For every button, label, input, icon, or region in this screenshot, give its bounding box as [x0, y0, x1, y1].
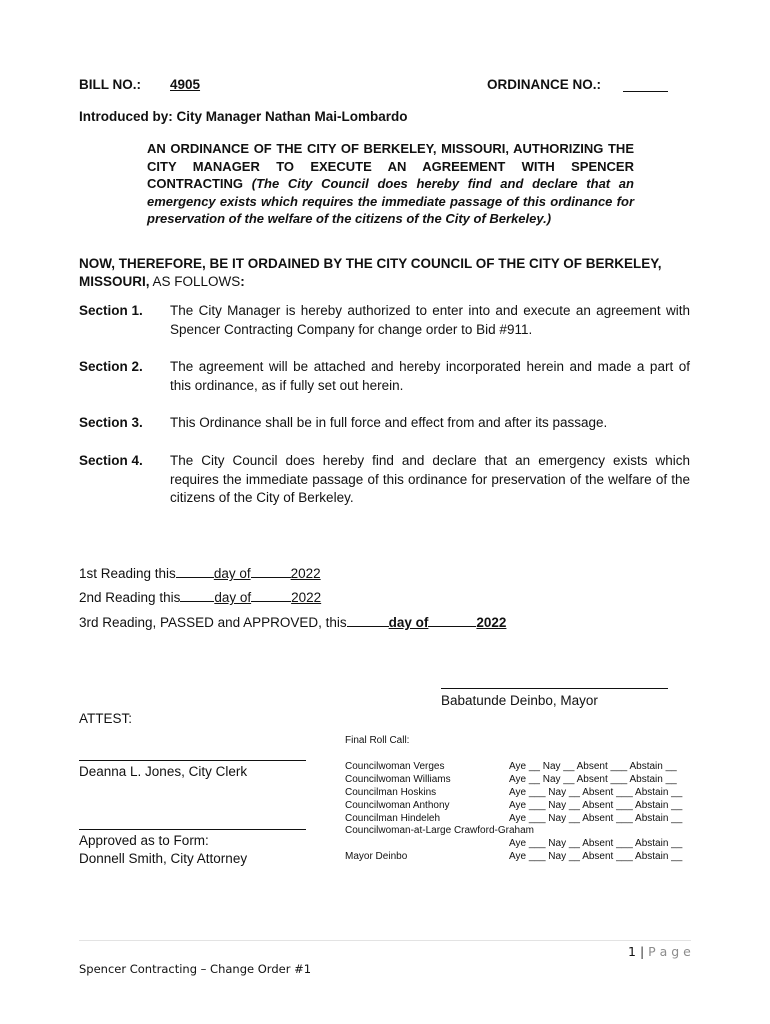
roll-call-member-vote: Aye ___ Nay __ Absent ___ Abstain __ [509, 838, 683, 849]
attest-label: ATTEST: [79, 711, 133, 726]
preamble-bold: NOW, THEREFORE, BE IT ORDAINED BY THE CITY COUNCIL OF THE CITY OF BERKELEY, MISSOURI, [79, 256, 662, 289]
roll-call-member-name: Councilwoman Williams [345, 774, 451, 785]
approved-as-to-form: Approved as to Form: [79, 833, 209, 848]
attorney-name: Donnell Smith, City Attorney [79, 851, 248, 866]
mayor-name: Babatunde Deinbo, Mayor [441, 693, 598, 708]
bill-number: 4905 [170, 77, 201, 92]
section-1-label: Section 1. [79, 303, 143, 318]
roll-call-member-vote: Aye ___ Nay __ Absent ___ Abstain __ [509, 813, 683, 824]
footer-divider [79, 940, 691, 941]
page-number: 1 [628, 944, 636, 959]
document-label: Spencer Contracting – Change Order #1 [79, 962, 312, 976]
reading-3-day-of: day of [388, 615, 429, 630]
reading-2 [79, 590, 321, 605]
page-number-footer: 1 | P a g e [628, 944, 691, 959]
roll-call-member-name: Mayor Deinbo [345, 851, 408, 862]
ordinance-title [147, 140, 634, 228]
reading-3-year: 2022 [476, 615, 507, 630]
reading-2-prefix: 2nd Reading this [79, 590, 181, 605]
section-2-label: Section 2. [79, 359, 143, 374]
preamble-colon: : [240, 274, 245, 289]
ordinance-number-blank [623, 91, 668, 92]
roll-call-member-name: Councilwoman Anthony [345, 800, 450, 811]
emergency-clause: (The City Council does hereby find and declare that an emergency exists which requires the immediate passage of this ordinance for preservation of the welfare of the citizens of the City of Berkeley.) [147, 176, 634, 226]
section-3-label: Section 3. [79, 415, 143, 430]
reading-2-year: 2022 [291, 590, 322, 605]
page-label: P a g e [648, 944, 691, 959]
preamble [79, 255, 691, 291]
reading-2-day-of: day of [214, 590, 252, 605]
section-1-text: The City Manager is hereby authorized to enter into and execute an agreement with Spencer Contracting Company for change order to Bid #911. [170, 303, 690, 337]
roll-call-member-name: Councilwoman-at-Large Crawford-Graham [345, 825, 534, 836]
reading-1-year: 2022 [290, 566, 321, 581]
roll-call-member-vote: Aye ___ Nay __ Absent ___ Abstain __ [509, 787, 683, 798]
clerk-name: Deanna L. Jones, City Clerk [79, 764, 248, 779]
reading-1-day-of: day of [213, 566, 251, 581]
section-3-text: This Ordinance shall be in full force and effect from and after its passage. [170, 415, 608, 430]
roll-call-member-name: Councilman Hindeleh [345, 813, 441, 824]
preamble-normal: AS FOLLOWS [149, 274, 241, 289]
introduced-by: Introduced by: City Manager Nathan Mai-Lombardo [79, 109, 408, 124]
roll-call-title: Final Roll Call: [345, 735, 410, 746]
bill-number-label: BILL NO.: [79, 77, 141, 92]
ordinance-number-label: ORDINANCE NO.: [487, 77, 601, 92]
roll-call-member-vote: Aye __ Nay __ Absent ___ Abstain __ [509, 761, 677, 772]
roll-call-member-name: Councilman Hoskins [345, 787, 437, 798]
roll-call-member-vote: Aye ___ Nay __ Absent ___ Abstain __ [509, 851, 683, 862]
roll-call-member-vote: Aye ___ Nay __ Absent ___ Abstain __ [509, 800, 683, 811]
roll-call-member-name: Councilwoman Verges [345, 761, 445, 772]
reading-3 [79, 615, 506, 630]
section-4-text: The City Council does hereby find and declare that an emergency exists which requires the immediate passage of this ordinance for preservation of the welfare of the citizens of the City of Berkeley. [170, 453, 690, 505]
ordinance-title-text: AN ORDINANCE OF THE CITY OF BERKELEY, MISSOURI, AUTHORIZING THE CITY MANAGER TO EXECUTE AN AGREEMENT WITH SPENCER CONTRACTING [147, 141, 634, 191]
reading-3-prefix: 3rd Reading, PASSED and APPROVED, this [79, 615, 347, 630]
mayor-signature-line [441, 688, 668, 689]
section-2-text: The agreement will be attached and hereby incorporated herein and made a part of this ordinance, as if fully set out herein. [170, 359, 690, 393]
clerk-signature-line [79, 760, 306, 761]
reading-1-prefix: 1st Reading this [79, 566, 176, 581]
reading-1 [79, 566, 321, 581]
attorney-signature-line [79, 829, 306, 830]
section-4-label: Section 4. [79, 453, 143, 468]
roll-call-member-vote: Aye __ Nay __ Absent ___ Abstain __ [509, 774, 677, 785]
